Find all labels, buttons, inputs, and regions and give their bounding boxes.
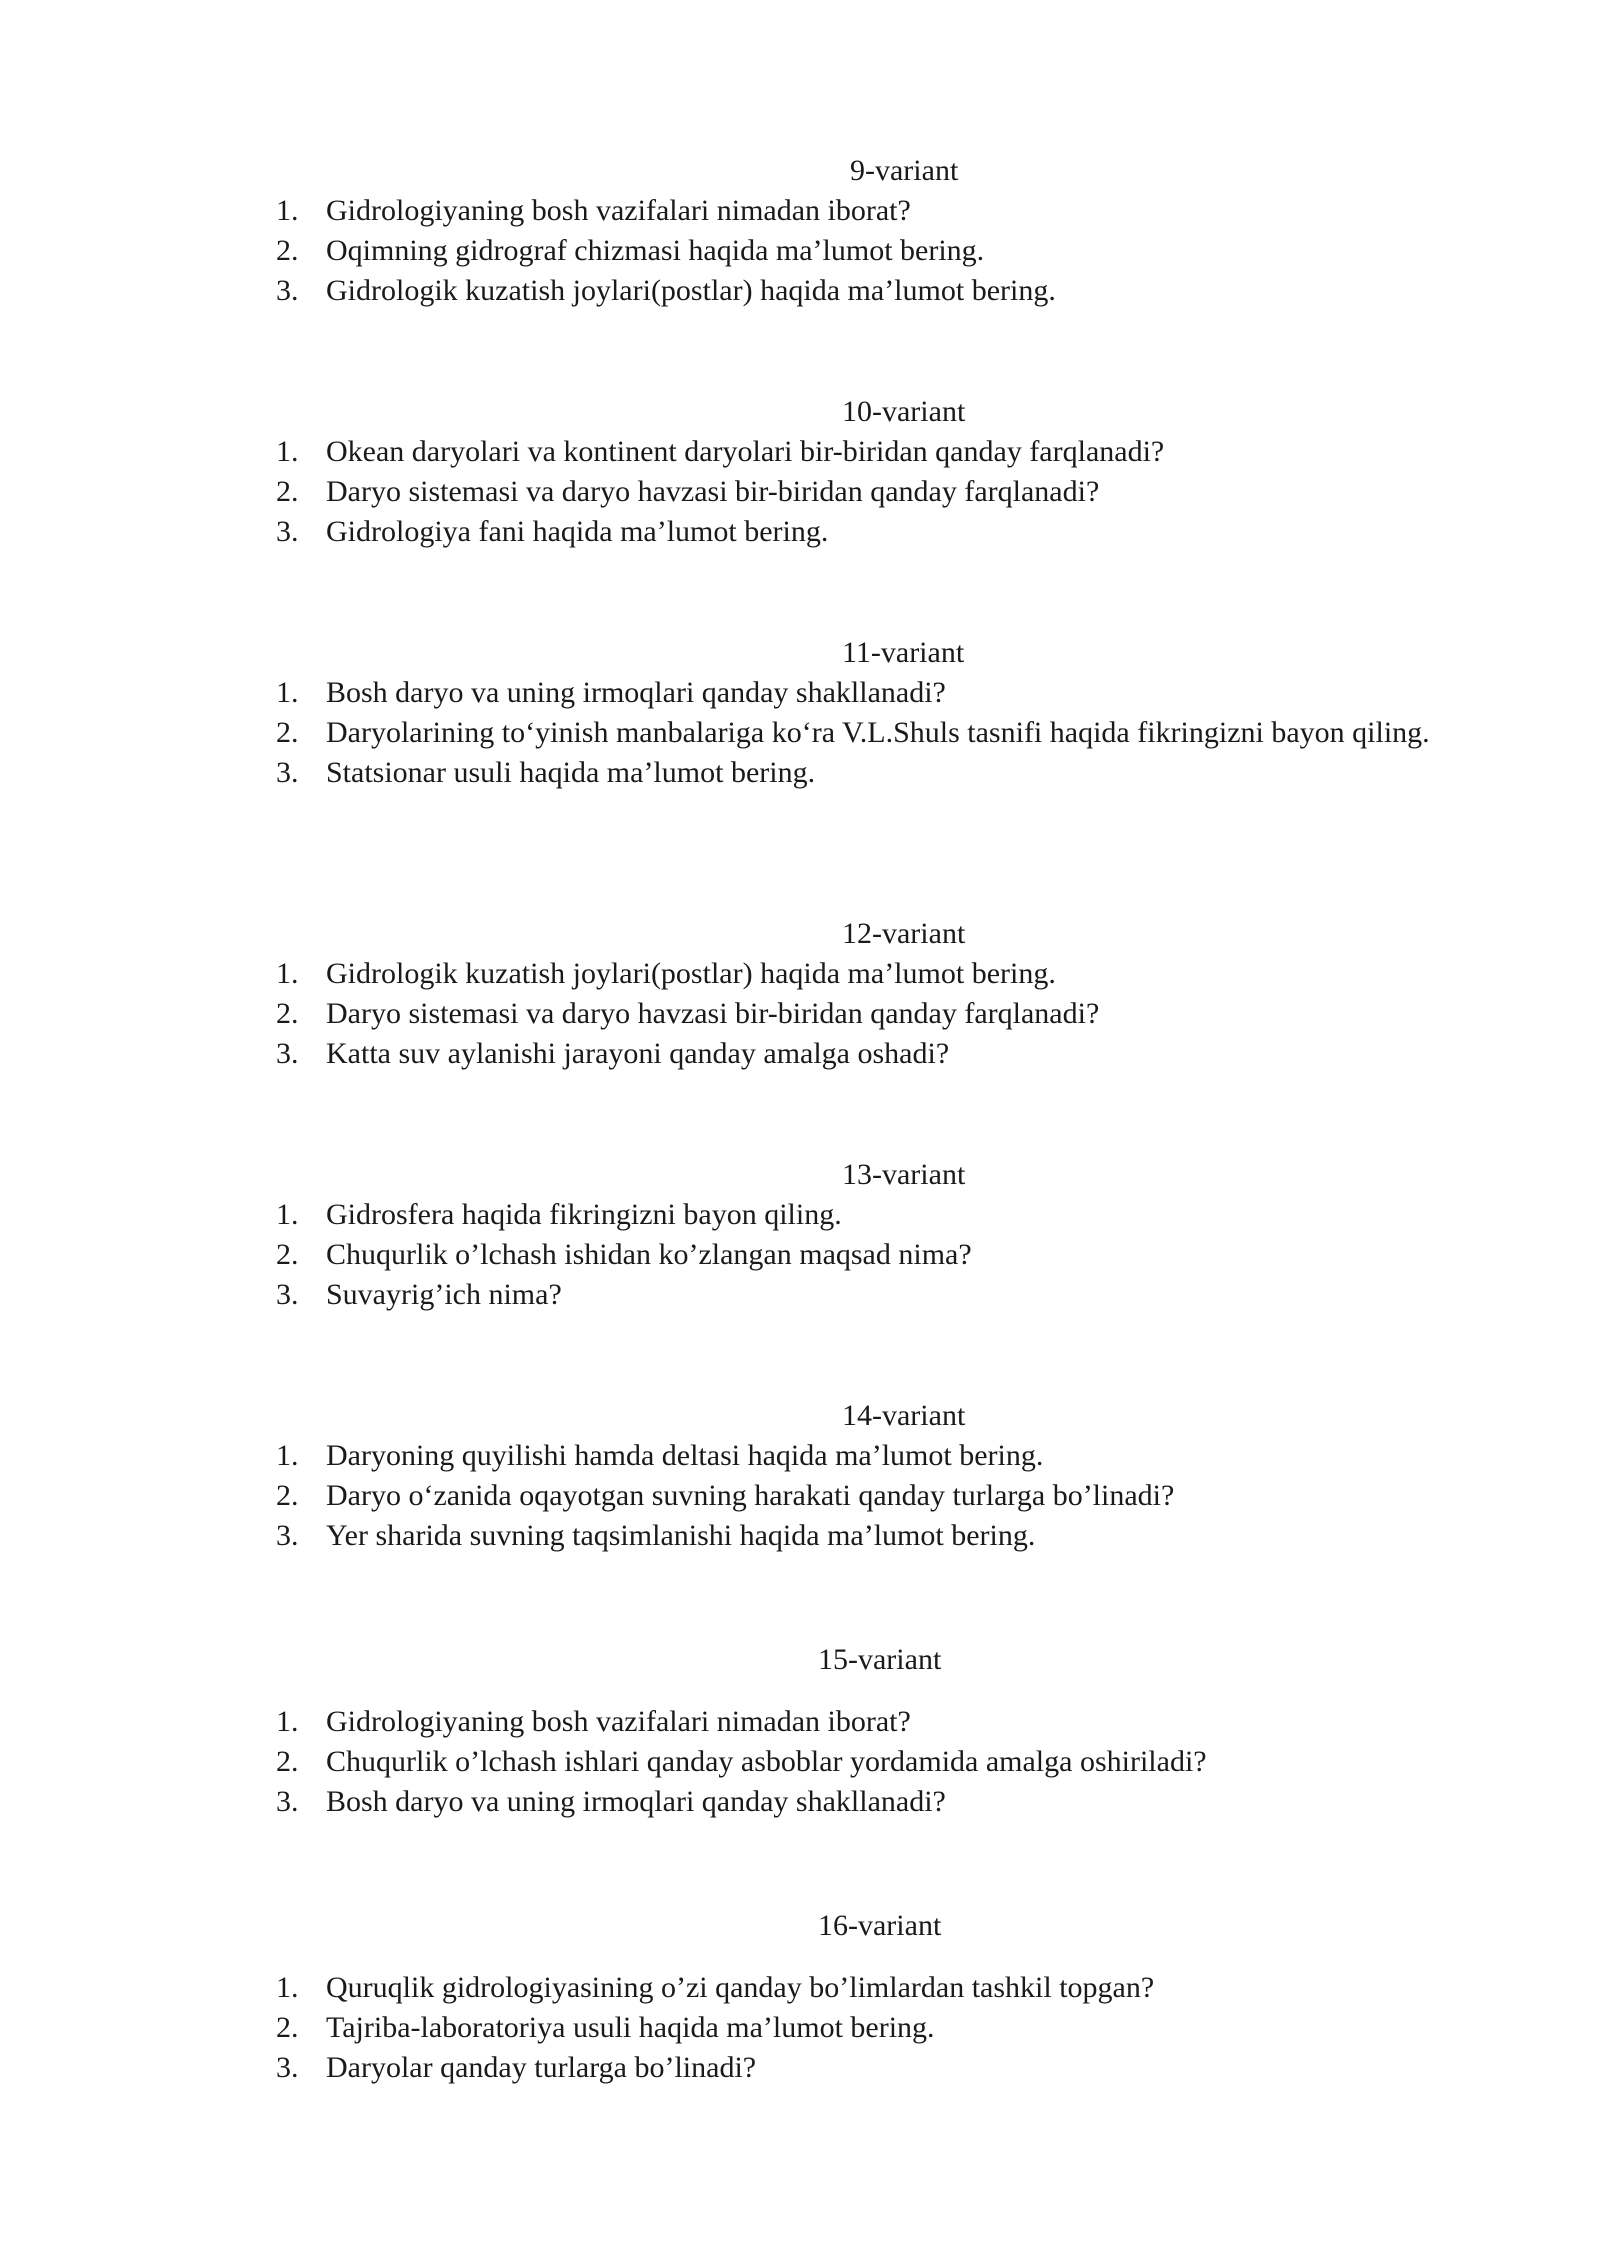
variant-14 — [270, 1396, 1450, 1556]
question-text: Chuqurlik o’lchash ishidan ko’zlangan maqsad nima? — [326, 1238, 972, 1271]
question-text: Gidrologik kuzatish joylari(postlar) haqida ma’lumot bering. — [326, 274, 1056, 307]
question-number: 2. — [276, 1745, 299, 1778]
question-text: Okean daryolari va kontinent daryolari bir-biridan qanday farqlanadi? — [326, 435, 1165, 468]
question-item — [270, 713, 1456, 753]
question-item — [270, 271, 1450, 311]
question-number: 1. — [276, 676, 299, 709]
question-text: Katta suv aylanishi jarayoni qanday amalga oshadi? — [326, 1037, 950, 1070]
question-number: 1. — [276, 194, 299, 227]
question-item — [270, 2048, 1450, 2088]
question-item — [270, 432, 1450, 472]
question-item — [270, 1436, 1450, 1476]
question-item — [270, 1516, 1450, 1556]
question-number: 3. — [276, 2051, 299, 2084]
variant-title: 11-variant — [842, 636, 965, 669]
question-number: 1. — [276, 1198, 299, 1231]
variant-9 — [270, 151, 1450, 311]
question-item — [270, 472, 1450, 512]
question-text: Daryo o‘zanida oqayotgan suvning harakati qanday turlarga bo’linadi? — [326, 1479, 1175, 1512]
question-list — [270, 1702, 1450, 1822]
question-number: 3. — [276, 515, 299, 548]
question-number: 2. — [276, 997, 299, 1030]
question-list — [270, 191, 1450, 311]
question-text: Bosh daryo va uning irmoqlari qanday shakllanadi? — [326, 1785, 946, 1818]
question-item — [270, 1702, 1450, 1742]
question-list — [270, 1195, 1450, 1315]
question-list — [270, 954, 1450, 1074]
question-number: 3. — [276, 1519, 299, 1552]
question-item — [270, 1034, 1450, 1074]
question-text: Gidrologik kuzatish joylari(postlar) haqida ma’lumot bering. — [326, 957, 1056, 990]
variant-title: 15-variant — [818, 1643, 942, 1676]
question-item — [270, 1235, 1450, 1275]
question-list — [270, 673, 1450, 793]
question-number: 3. — [276, 1278, 299, 1311]
question-number: 1. — [276, 1705, 299, 1738]
question-item — [270, 753, 1450, 793]
question-text: Yer sharida suvning taqsimlanishi haqida ma’lumot bering. — [326, 1519, 1036, 1552]
question-text: Quruqlik gidrologiyasining o’zi qanday bo’limlardan tashkil topgan? — [326, 1971, 1155, 2004]
variant-title: 12-variant — [842, 917, 966, 950]
question-text: Daryo sistemasi va daryo havzasi bir-biridan qanday farqlanadi? — [326, 997, 1100, 1030]
question-text: Tajriba-laboratoriya usuli haqida ma’lumot bering. — [326, 2011, 935, 2044]
question-item — [270, 2008, 1450, 2048]
variant-10 — [270, 392, 1450, 552]
question-number: 1. — [276, 435, 299, 468]
variant-title: 13-variant — [842, 1158, 966, 1191]
variant-11 — [270, 633, 1450, 793]
question-number: 2. — [276, 2011, 299, 2044]
question-item — [270, 1275, 1450, 1315]
question-text: Daryo sistemasi va daryo havzasi bir-biridan qanday farqlanadi? — [326, 475, 1100, 508]
question-text: Gidrologiyaning bosh vazifalari nimadan iborat? — [326, 194, 911, 227]
question-list — [270, 1436, 1450, 1556]
variant-title: 9-variant — [850, 154, 959, 187]
question-text: Gidrologiyaning bosh vazifalari nimadan iborat? — [326, 1705, 911, 1738]
question-number: 2. — [276, 716, 299, 749]
variant-title: 10-variant — [842, 395, 966, 428]
question-item — [270, 512, 1450, 552]
question-number: 1. — [276, 957, 299, 990]
question-number: 2. — [276, 1479, 299, 1512]
variant-12 — [270, 914, 1450, 1074]
question-number: 2. — [276, 1238, 299, 1271]
variant-13 — [270, 1155, 1450, 1315]
question-number: 3. — [276, 1037, 299, 1070]
question-text: Suvayrig’ich nima? — [326, 1278, 562, 1311]
question-item — [270, 1195, 1450, 1235]
question-item — [270, 1742, 1450, 1782]
question-number: 1. — [276, 1971, 299, 2004]
question-text: Gidrosfera haqida fikringizni bayon qiling. — [326, 1198, 842, 1231]
question-number: 3. — [276, 274, 299, 307]
question-number: 3. — [276, 756, 299, 789]
question-list — [270, 432, 1450, 552]
question-item — [270, 1782, 1450, 1822]
question-item — [270, 1968, 1450, 2008]
variant-15 — [270, 1640, 1450, 1822]
question-text: Daryolar qanday turlarga bo’linadi? — [326, 2051, 757, 2084]
question-text: Bosh daryo va uning irmoqlari qanday shakllanadi? — [326, 676, 946, 709]
question-item — [270, 994, 1450, 1034]
question-text: Statsionar usuli haqida ma’lumot bering. — [326, 756, 816, 789]
question-number: 3. — [276, 1785, 299, 1818]
question-item — [270, 1476, 1450, 1516]
question-text: Oqimning gidrograf chizmasi haqida ma’lumot bering. — [326, 234, 985, 267]
question-list — [270, 1968, 1450, 2088]
question-item — [270, 673, 1450, 713]
question-item — [270, 954, 1450, 994]
variant-title: 16-variant — [818, 1909, 942, 1942]
question-number: 2. — [276, 475, 299, 508]
question-item — [270, 231, 1450, 271]
question-text: Chuqurlik o’lchash ishlari qanday asboblar yordamida amalga oshiriladi? — [326, 1745, 1207, 1778]
variant-16 — [270, 1906, 1450, 2088]
question-number: 2. — [276, 234, 299, 267]
question-item — [270, 191, 1450, 231]
question-number: 1. — [276, 1439, 299, 1472]
question-text: Daryoning quyilishi hamda deltasi haqida ma’lumot bering. — [326, 1439, 1044, 1472]
variant-title: 14-variant — [842, 1399, 966, 1432]
question-text: Daryolarining to‘yinish manbalariga ko‘ra V.L.Shuls tasnifi haqida fikringizni bayon qiling. — [326, 716, 1430, 749]
question-text: Gidrologiya fani haqida ma’lumot bering. — [326, 515, 829, 548]
